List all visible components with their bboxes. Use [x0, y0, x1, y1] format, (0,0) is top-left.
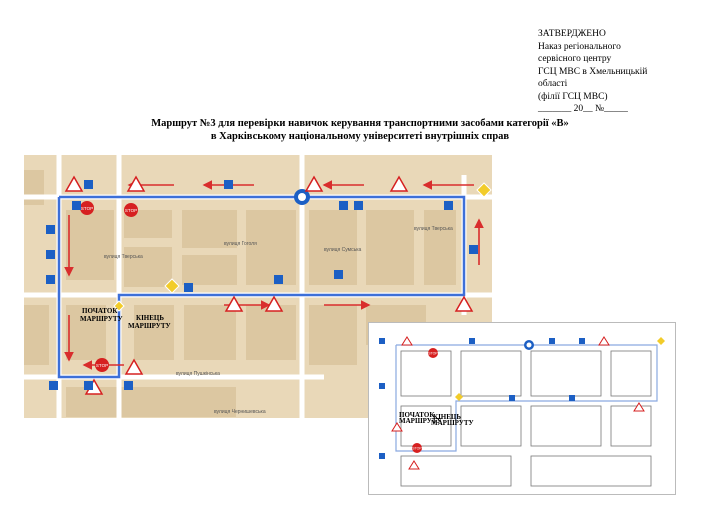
street-label: вулиця Чернишевська [214, 409, 266, 415]
svg-text:ПОЧАТОК: ПОЧАТОК [82, 307, 118, 315]
approval-stamp [538, 28, 647, 116]
stop-sign-icon [95, 358, 109, 372]
approval-line: сервісного центру [538, 54, 612, 64]
approval-line: (філії ГСЦ МВС) [538, 91, 608, 102]
overview-map[interactable] [368, 322, 676, 495]
approval-line: _______ 20__ №_____ [538, 104, 628, 114]
street-label: вулиця Гоголя [224, 241, 257, 247]
page-subtitle: в Харківському національному університеті внутрішніх справ [210, 131, 510, 142]
svg-text:ПОЧАТОК: ПОЧАТОК [399, 411, 435, 419]
route-start-marker [80, 307, 123, 323]
street-label: вулиця Тверська [414, 226, 453, 232]
street-label: вулиця Пушкінська [176, 371, 220, 377]
street-label: вулиця Сумська [324, 247, 362, 253]
page-title: Маршрут №3 для перевірки навичок керування транспортними засобами категорії «В» [151, 118, 569, 129]
svg-text:МАРШРУТУ: МАРШРУТУ [128, 322, 171, 330]
roundabout-icon [524, 340, 534, 350]
approval-line: Наказ регіонального [538, 41, 621, 52]
svg-text:STOP: STOP [412, 446, 422, 451]
svg-text:STOP: STOP [80, 206, 94, 211]
svg-text:STOP: STOP [95, 363, 109, 368]
stop-sign-icon [80, 201, 94, 215]
svg-text:МАРШРУТУ: МАРШРУТУ [80, 315, 123, 323]
approval-line: ГСЦ МВС в Хмельницькій [538, 66, 648, 77]
svg-text:STOP: STOP [428, 351, 438, 356]
overview-map-canvas [369, 323, 675, 494]
approval-line: області [538, 79, 568, 89]
approval-line: ЗАТВЕРДЖЕНО [538, 29, 606, 39]
street-label: вулиця Тверська [104, 254, 143, 260]
stop-sign-icon [124, 203, 138, 217]
svg-text:МАРШРУТУ: МАРШРУТУ [399, 417, 442, 425]
svg-text:КІНЕЦЬ: КІНЕЦЬ [433, 413, 461, 421]
svg-text:КІНЕЦЬ: КІНЕЦЬ [136, 314, 164, 322]
svg-text:STOP: STOP [124, 208, 138, 213]
svg-text:МАРШРУТУ: МАРШРУТУ [431, 419, 474, 427]
